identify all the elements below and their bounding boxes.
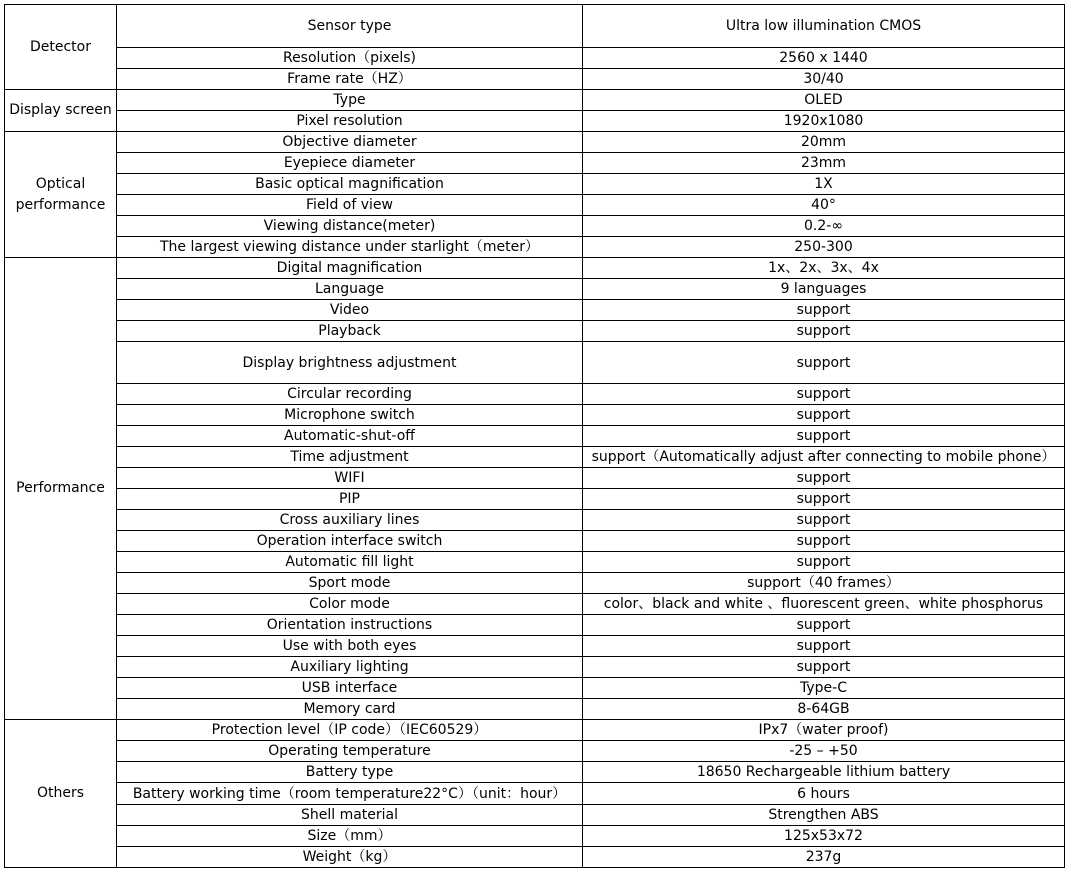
table-row: [5, 720, 1065, 741]
table-row: [5, 90, 1065, 111]
table-row: [5, 5, 1065, 48]
category-cell: Optical performance: [5, 132, 117, 258]
spec-value-cell: 6 hours: [583, 783, 1065, 805]
table-row: [5, 657, 1065, 678]
spec-value-cell: support（Automatically adjust after connecting to mobile phone）: [583, 447, 1065, 468]
spec-label-cell: Digital magnification: [117, 258, 583, 279]
spec-label-cell: Size（mm）: [117, 826, 583, 847]
table-row: [5, 826, 1065, 847]
spec-label-cell: Objective diameter: [117, 132, 583, 153]
spec-label-cell: Orientation instructions: [117, 615, 583, 636]
table-row: [5, 300, 1065, 321]
spec-value-cell: support: [583, 426, 1065, 447]
spec-value-cell: support: [583, 636, 1065, 657]
spec-label-cell: PIP: [117, 489, 583, 510]
table-row: [5, 783, 1065, 805]
spec-value-cell: support: [583, 300, 1065, 321]
spec-value-cell: Strengthen ABS: [583, 805, 1065, 826]
spec-label-cell: Pixel resolution: [117, 111, 583, 132]
spec-label-cell: Frame rate（HZ）: [117, 69, 583, 90]
spec-label-cell: WIFI: [117, 468, 583, 489]
spec-value-cell: Ultra low illumination CMOS: [583, 5, 1065, 48]
table-row: [5, 48, 1065, 69]
table-row: [5, 762, 1065, 783]
spec-label-cell: Auxiliary lighting: [117, 657, 583, 678]
spec-value-cell: 8-64GB: [583, 699, 1065, 720]
spec-label-cell: Circular recording: [117, 384, 583, 405]
category-cell: Others: [5, 720, 117, 868]
category-cell: Detector: [5, 5, 117, 90]
spec-label-cell: Operating temperature: [117, 741, 583, 762]
table-row: [5, 573, 1065, 594]
table-row: [5, 426, 1065, 447]
spec-value-cell: -25 – +50: [583, 741, 1065, 762]
table-row: [5, 405, 1065, 426]
spec-value-cell: 9 languages: [583, 279, 1065, 300]
spec-value-cell: color、black and white 、fluorescent green、white phosphorus: [583, 594, 1065, 615]
table-row: [5, 321, 1065, 342]
spec-value-cell: 0.2-∞: [583, 216, 1065, 237]
spec-value-cell: 1920x1080: [583, 111, 1065, 132]
spec-label-cell: Basic optical magnification: [117, 174, 583, 195]
spec-table: [4, 4, 1065, 868]
table-row: [5, 468, 1065, 489]
table-row: [5, 69, 1065, 90]
spec-value-cell: support: [583, 489, 1065, 510]
table-row: [5, 258, 1065, 279]
spec-label-cell: Eyepiece diameter: [117, 153, 583, 174]
spec-label-cell: Language: [117, 279, 583, 300]
table-row: [5, 132, 1065, 153]
spec-label-cell: USB interface: [117, 678, 583, 699]
table-row: [5, 111, 1065, 132]
table-row: [5, 174, 1065, 195]
spec-value-cell: 23mm: [583, 153, 1065, 174]
spec-label-cell: Automatic fill light: [117, 552, 583, 573]
table-row: [5, 741, 1065, 762]
table-row: [5, 342, 1065, 384]
spec-label-cell: Sport mode: [117, 573, 583, 594]
spec-table-body: [5, 5, 1065, 868]
spec-label-cell: Type: [117, 90, 583, 111]
table-row: [5, 510, 1065, 531]
spec-value-cell: support: [583, 552, 1065, 573]
spec-value-cell: support: [583, 615, 1065, 636]
table-row: [5, 216, 1065, 237]
spec-label-cell: Field of view: [117, 195, 583, 216]
spec-label-cell: Battery type: [117, 762, 583, 783]
spec-value-cell: IPx7（water proof): [583, 720, 1065, 741]
table-row: [5, 384, 1065, 405]
spec-label-cell: Video: [117, 300, 583, 321]
table-row: [5, 447, 1065, 468]
spec-value-cell: 18650 Rechargeable lithium battery: [583, 762, 1065, 783]
table-row: [5, 153, 1065, 174]
table-row: [5, 699, 1065, 720]
spec-label-cell: Battery working time（room temperature22°C）（unit：hour）: [117, 783, 583, 805]
table-row: [5, 531, 1065, 552]
table-row: [5, 805, 1065, 826]
spec-label-cell: Cross auxiliary lines: [117, 510, 583, 531]
spec-label-cell: Weight（kg）: [117, 847, 583, 868]
spec-label-cell: Operation interface switch: [117, 531, 583, 552]
spec-value-cell: 40°: [583, 195, 1065, 216]
spec-label-cell: Shell material: [117, 805, 583, 826]
spec-value-cell: 1X: [583, 174, 1065, 195]
spec-value-cell: OLED: [583, 90, 1065, 111]
spec-value-cell: 30/40: [583, 69, 1065, 90]
spec-label-cell: Playback: [117, 321, 583, 342]
spec-value-cell: Type-C: [583, 678, 1065, 699]
spec-value-cell: support（40 frames）: [583, 573, 1065, 594]
spec-value-cell: 20mm: [583, 132, 1065, 153]
spec-value-cell: 237g: [583, 847, 1065, 868]
spec-value-cell: 125x53x72: [583, 826, 1065, 847]
spec-label-cell: Protection level（IP code）（IEC60529）: [117, 720, 583, 741]
category-cell: Performance: [5, 258, 117, 720]
table-row: [5, 678, 1065, 699]
spec-label-cell: Time adjustment: [117, 447, 583, 468]
table-row: [5, 615, 1065, 636]
spec-label-cell: Resolution（pixels): [117, 48, 583, 69]
spec-label-cell: Microphone switch: [117, 405, 583, 426]
spec-label-cell: Memory card: [117, 699, 583, 720]
spec-label-cell: Automatic-shut-off: [117, 426, 583, 447]
spec-label-cell: Viewing distance(meter): [117, 216, 583, 237]
table-row: [5, 847, 1065, 868]
spec-value-cell: support: [583, 342, 1065, 384]
table-row: [5, 636, 1065, 657]
spec-value-cell: 2560 x 1440: [583, 48, 1065, 69]
table-row: [5, 195, 1065, 216]
spec-value-cell: 1x、2x、3x、4x: [583, 258, 1065, 279]
spec-label-cell: The largest viewing distance under starlight（meter）: [117, 237, 583, 258]
spec-value-cell: support: [583, 405, 1065, 426]
spec-label-cell: Color mode: [117, 594, 583, 615]
spec-label-cell: Sensor type: [117, 5, 583, 48]
table-row: [5, 594, 1065, 615]
spec-label-cell: Display brightness adjustment: [117, 342, 583, 384]
spec-value-cell: support: [583, 384, 1065, 405]
spec-value-cell: support: [583, 531, 1065, 552]
table-row: [5, 279, 1065, 300]
spec-value-cell: 250-300: [583, 237, 1065, 258]
spec-value-cell: support: [583, 657, 1065, 678]
spec-value-cell: support: [583, 510, 1065, 531]
spec-value-cell: support: [583, 321, 1065, 342]
category-cell: Display screen: [5, 90, 117, 132]
spec-value-cell: support: [583, 468, 1065, 489]
table-row: [5, 237, 1065, 258]
table-row: [5, 489, 1065, 510]
spec-label-cell: Use with both eyes: [117, 636, 583, 657]
table-row: [5, 552, 1065, 573]
